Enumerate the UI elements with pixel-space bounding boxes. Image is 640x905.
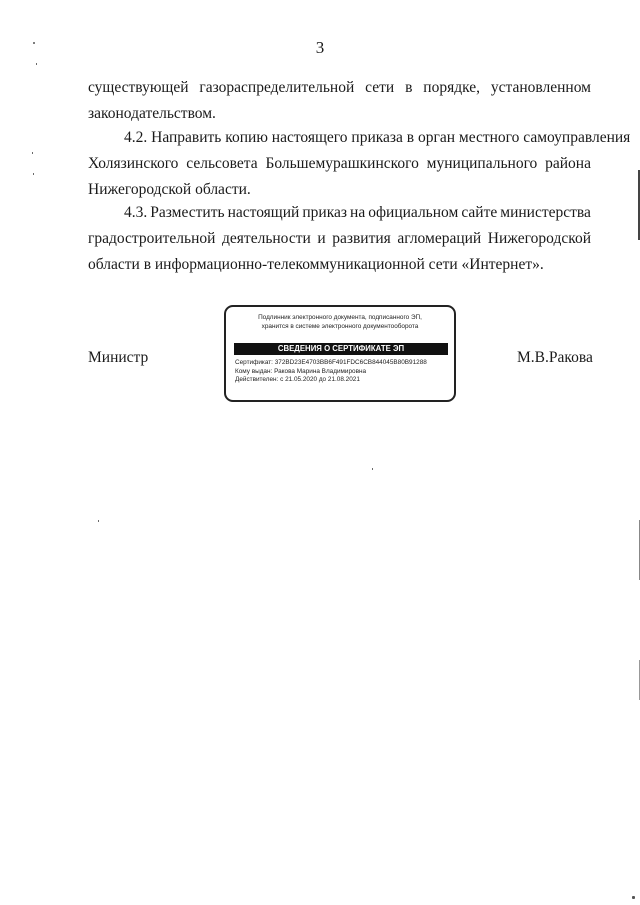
certificate-owner: Кому выдан: Ракова Марина Владимировна — [235, 367, 367, 375]
word: деятельности — [222, 230, 311, 247]
word: развития — [332, 230, 391, 247]
text-line: области в информационно-телекоммуникационной сети «Интернет». — [88, 256, 544, 273]
text-line: 4.2. Направить копию настоящего приказа в орган местного самоуправления — [124, 129, 631, 146]
text-line: законодательством. — [88, 105, 216, 122]
stamp-header — [226, 313, 454, 331]
word: градостроительной — [88, 230, 216, 247]
scan-speck — [36, 63, 37, 65]
paragraph-continuation — [88, 75, 591, 127]
scan-speck — [33, 42, 35, 44]
e-signature-stamp — [224, 305, 456, 402]
word: существующей — [88, 79, 189, 96]
word: настоящий — [227, 204, 300, 221]
stamp-header-line: хранится в системе электронного документооборота — [261, 323, 419, 330]
certificate-validity: Действителен: с 21.05.2020 до 21.08.2021 — [235, 376, 360, 384]
scan-speck — [372, 468, 373, 470]
word: приказ — [302, 204, 347, 221]
scan-speck — [32, 152, 33, 154]
scan-speck — [33, 173, 34, 175]
word: министерства — [500, 204, 591, 221]
word: Разместить — [150, 204, 225, 221]
word: района — [545, 155, 591, 172]
word: порядке, — [423, 79, 480, 96]
word: официальном — [368, 204, 459, 221]
word: и — [317, 230, 326, 247]
stamp-header-line: Подлинник электронного документа, подписанного ЭП, — [258, 314, 422, 321]
word: сети — [365, 79, 395, 96]
word: сайте — [461, 204, 498, 221]
text-line — [88, 75, 591, 101]
word: в — [405, 79, 413, 96]
word: Холязинского — [88, 155, 179, 172]
certificate-number: Сертификат: 372BD23E4703BB6F491FDC6CB844045B80B91288 — [235, 359, 427, 366]
signatory-name: М.В.Ракова — [517, 349, 593, 366]
text-line — [88, 200, 591, 226]
text-line — [88, 151, 591, 177]
word: 4.3. — [124, 204, 148, 221]
word: на — [350, 204, 366, 221]
paragraph-4-2 — [88, 125, 631, 203]
word: агломераций — [397, 230, 482, 247]
text-line — [88, 226, 591, 252]
word: газораспределительной — [199, 79, 355, 96]
signatory-title: Министр — [88, 349, 149, 366]
scan-speck — [98, 520, 99, 522]
word: Нижегородской — [487, 230, 591, 247]
stamp-details — [235, 359, 454, 385]
page-number: 3 — [315, 38, 325, 57]
word: муниципального — [426, 155, 538, 172]
word: Большемурашкинского — [265, 155, 419, 172]
word: установленном — [490, 79, 591, 96]
stamp-banner: СВЕДЕНИЯ О СЕРТИФИКАТЕ ЭП — [234, 343, 448, 355]
word: сельсовета — [186, 155, 258, 172]
text-line: Нижегородской области. — [88, 181, 251, 198]
scan-speck — [632, 896, 635, 899]
paragraph-4-3 — [88, 200, 591, 278]
